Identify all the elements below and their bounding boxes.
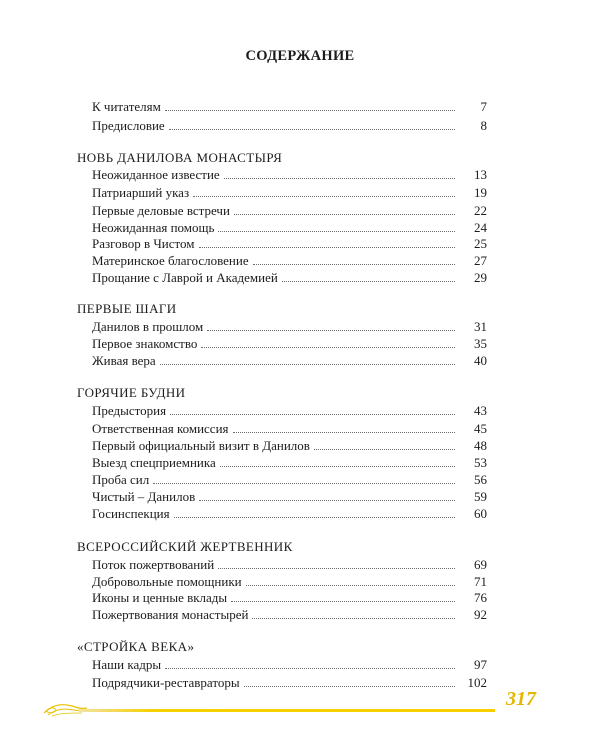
toc-entry-page: 27 xyxy=(474,253,487,268)
toc-entry-label: Живая вера xyxy=(92,353,156,368)
toc-entry xyxy=(92,675,487,693)
section-title: ВСЕРОССИЙСКИЙ ЖЕРТВЕННИК xyxy=(77,539,293,554)
toc-entry-label: Чистый – Данилов xyxy=(92,489,196,504)
dot-leader xyxy=(233,432,455,433)
dot-leader xyxy=(244,686,455,687)
toc-entry xyxy=(92,403,487,421)
toc-entry-label: Первое знакомство xyxy=(92,336,198,351)
dot-leader xyxy=(193,196,455,197)
toc-entry-label: Данилов в прошлом xyxy=(92,319,204,334)
toc-entry-label: Предисловие xyxy=(92,118,165,133)
toc-entry-page: 102 xyxy=(467,675,487,690)
toc-entry-page: 8 xyxy=(480,118,487,133)
toc-entry-page: 35 xyxy=(474,336,487,351)
toc-entry xyxy=(92,319,487,337)
toc-entry-label: Иконы и ценные вклады xyxy=(92,590,228,605)
toc-entry xyxy=(92,253,487,271)
toc-entry-page: 71 xyxy=(474,574,487,589)
toc-entry xyxy=(92,489,487,507)
toc-entry xyxy=(92,270,487,288)
toc-entry xyxy=(92,167,487,185)
toc-entry xyxy=(92,607,487,625)
toc-entry-page: 22 xyxy=(474,203,487,218)
toc-entry-page: 7 xyxy=(480,99,487,114)
toc-entry-page: 59 xyxy=(474,489,487,504)
dot-leader xyxy=(218,568,455,569)
section-title: ГОРЯЧИЕ БУДНИ xyxy=(77,385,186,400)
toc-entry-label: Проба сил xyxy=(92,472,150,487)
toc-entry-label: Поток пожертвований xyxy=(92,557,215,572)
toc-entry-page: 56 xyxy=(474,472,487,487)
toc-entry-label: Госинспекция xyxy=(92,506,170,521)
toc-entry-label: Разговор в Чистом xyxy=(92,236,195,251)
toc-entry xyxy=(92,336,487,354)
toc-entry xyxy=(92,557,487,575)
toc-entry-page: 48 xyxy=(474,438,487,453)
toc-entry-label: Добровольные помощники xyxy=(92,574,242,589)
toc-entry-page: 53 xyxy=(474,455,487,470)
toc-entry xyxy=(92,472,487,490)
toc-entry xyxy=(92,506,487,524)
toc-entry-label: Неожиданное известие xyxy=(92,167,220,182)
toc-entry xyxy=(92,203,487,221)
toc-entry xyxy=(92,353,487,371)
toc-entry-page: 45 xyxy=(474,421,487,436)
toc-entry xyxy=(92,236,487,254)
page-number: 317 xyxy=(506,688,536,710)
dot-leader xyxy=(224,178,455,179)
toc-entry xyxy=(92,421,487,439)
footer-rule xyxy=(78,709,495,712)
toc-entry-page: 76 xyxy=(474,590,487,605)
toc-entry-label: Наши кадры xyxy=(92,657,162,672)
dot-leader xyxy=(199,247,456,248)
toc-entry-page: 43 xyxy=(474,403,487,418)
gold-flourish-icon xyxy=(42,697,88,719)
dot-leader xyxy=(199,500,455,501)
toc-entry-label: Первые деловые встречи xyxy=(92,203,230,218)
toc-entry-page: 25 xyxy=(474,236,487,251)
toc-entry-label: Подрядчики-реставраторы xyxy=(92,675,240,690)
section-title: ПЕРВЫЕ ШАГИ xyxy=(77,301,177,316)
toc-entry xyxy=(92,455,487,473)
toc-entry-page: 24 xyxy=(474,220,487,235)
toc-entry xyxy=(92,590,487,608)
toc-entry-page: 92 xyxy=(474,607,487,622)
toc-entry xyxy=(92,438,487,456)
toc-entry-page: 40 xyxy=(474,353,487,368)
toc-entry-label: Предыстория xyxy=(92,403,167,418)
toc-entry-label: Прощание с Лаврой и Академией xyxy=(92,270,278,285)
toc-entry xyxy=(92,118,487,136)
dot-leader xyxy=(174,517,455,518)
toc-entry-page: 29 xyxy=(474,270,487,285)
toc-entry-label: Патриарший указ xyxy=(92,185,190,200)
dot-leader xyxy=(218,231,455,232)
section-title: НОВЬ ДАНИЛОВА МОНАСТЫРЯ xyxy=(77,150,283,165)
dot-leader xyxy=(153,483,455,484)
toc-entry-label: Первый официальный визит в Данилов xyxy=(92,438,310,453)
dot-leader xyxy=(234,214,455,215)
toc-entry xyxy=(92,99,487,117)
toc-entry-label: Неожиданная помощь xyxy=(92,220,215,235)
dot-leader xyxy=(231,601,455,602)
dot-leader xyxy=(246,585,455,586)
dot-leader xyxy=(165,110,455,111)
toc-entry-label: Ответственная комиссия xyxy=(92,421,229,436)
dot-leader xyxy=(201,347,455,348)
dot-leader xyxy=(169,129,455,130)
toc-entry-label: Материнское благословение xyxy=(92,253,249,268)
dot-leader xyxy=(253,264,455,265)
toc-entry-label: Пожертвования монастырей xyxy=(92,607,249,622)
dot-leader xyxy=(314,449,455,450)
dot-leader xyxy=(207,330,455,331)
toc-entry-label: Выезд спецприемника xyxy=(92,455,216,470)
section-title: «СТРОЙКА ВЕКА» xyxy=(77,639,195,654)
toc-entry xyxy=(92,185,487,203)
toc-entry-page: 69 xyxy=(474,557,487,572)
toc-entry-page: 13 xyxy=(474,167,487,182)
page-title: СОДЕРЖАНИЕ xyxy=(245,48,355,64)
dot-leader xyxy=(282,281,455,282)
dot-leader xyxy=(252,618,455,619)
toc-entry-label: К читателям xyxy=(92,99,161,114)
toc-entry-page: 97 xyxy=(474,657,487,672)
toc-entry-page: 19 xyxy=(474,185,487,200)
toc-entry-page: 60 xyxy=(474,506,487,521)
toc-entry-page: 31 xyxy=(474,319,487,334)
dot-leader xyxy=(160,364,455,365)
dot-leader xyxy=(170,414,455,415)
dot-leader xyxy=(165,668,455,669)
dot-leader xyxy=(220,466,455,467)
toc-entry xyxy=(92,657,487,675)
